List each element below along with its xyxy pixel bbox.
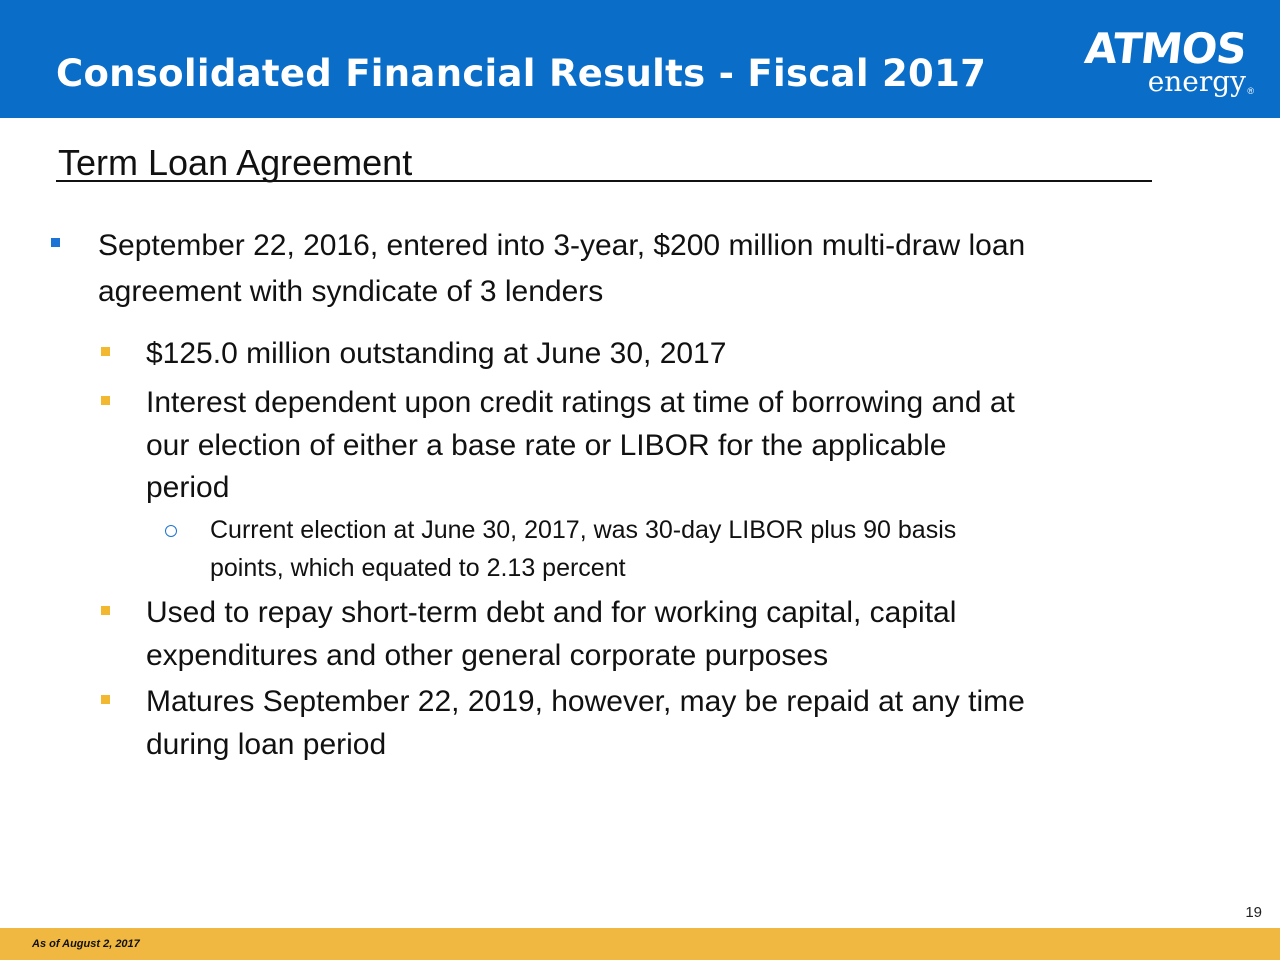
footer-bar	[0, 928, 1280, 960]
circle-bullet-icon	[165, 525, 177, 537]
logo-registered-mark: ®	[1247, 86, 1254, 96]
sub-sub-bullet-text: Current election at June 30, 2017, was 30-day LIBOR plus 90 basis	[210, 516, 957, 544]
section-divider	[56, 180, 1152, 182]
sub-bullet-text: $125.0 million outstanding at June 30, 2017	[146, 337, 727, 370]
bullet-square-icon	[51, 238, 60, 247]
slide-title: Consolidated Financial Results - Fiscal 2017	[56, 52, 987, 95]
bullet-text: agreement with syndicate of 3 lenders	[98, 275, 604, 308]
sub-bullet-square-icon	[101, 396, 110, 405]
sub-bullet-square-icon	[101, 347, 110, 356]
sub-sub-bullet-text: points, which equated to 2.13 percent	[210, 554, 626, 582]
sub-bullet-text: expenditures and other general corporate purposes	[146, 639, 829, 672]
logo-wordmark-bottom: energy	[1147, 65, 1246, 98]
page-number: 19	[1245, 904, 1262, 921]
sub-bullet-square-icon	[101, 606, 110, 615]
sub-bullet-text: our election of either a base rate or LIBOR for the applicable	[146, 429, 947, 462]
section-title: Term Loan Agreement	[58, 142, 413, 183]
logo-wordmark-top: ATMOS	[1082, 24, 1249, 73]
footer-date-note: As of August 2, 2017	[32, 938, 140, 950]
sub-bullet-text: Matures September 22, 2019, however, may be repaid at any time	[146, 685, 1025, 718]
header-bar	[0, 0, 1280, 118]
bullet-text: September 22, 2016, entered into 3-year, $200 million multi-draw loan	[98, 229, 1026, 262]
sub-bullet-text: Interest dependent upon credit ratings at time of borrowing and at	[146, 386, 1015, 419]
sub-bullet-text: Used to repay short-term debt and for working capital, capital	[146, 596, 957, 629]
sub-bullet-text: period	[146, 471, 230, 504]
atmos-energy-logo	[1082, 24, 1254, 100]
sub-bullet-text: during loan period	[146, 728, 387, 761]
sub-bullet-square-icon	[101, 695, 110, 704]
